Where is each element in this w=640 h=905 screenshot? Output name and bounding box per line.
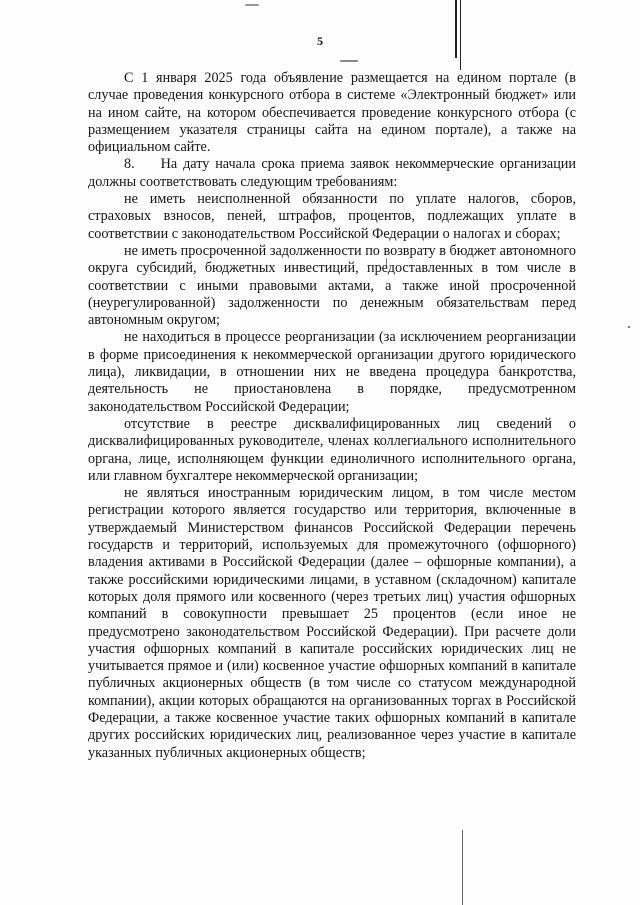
- scan-artifact-speck: [245, 4, 259, 6]
- numbered-paragraph: [88, 156, 576, 191]
- page-number: 5: [317, 34, 323, 48]
- paragraph-text: На дату начала срока приема заявок некоммерческие организации должны соответствовать следующим требованиям:: [88, 156, 576, 190]
- scan-artifact-speck: [628, 326, 630, 328]
- requirement-item: не иметь просроченной задолженности по возврату в бюджет автономного округа субсидий, бюджетных инвестиций, предоставленных в том числе в соответствии с иными правовыми актами, а также иной просроченной (неурегулированной) задолженности по денежным обязательствам перед автономным округом;: [88, 242, 576, 329]
- requirement-item: не являться иностранным юридическим лицом, в том числе местом регистрации которого является государство или территория, включенные в утверждаемый Министерством финансов Российской Федерации перечень государств и территорий, используемых для промежуточного (офшорного) владения активами в Российской Федерации (далее – офшорные компании), а также российскими юридическими лицами, в уставном (складочном) капитале которых доля прямого или косвенного (через третьих лиц) участия офшорных компаний в совокупности превышает 25 процентов (если иное не предусмотрено законодательством Российской Федерации). При расчете доли участия офшорных компаний в капитале российских юридических лиц не учитывается прямое и (или) косвенное участие офшорных компаний в капитале публичных акционерных обществ (в том числе со статусом международной компании), акции которых обращаются на организованных торгах в Российской Федерации, а также косвенное участие таких офшорных компаний в капитале других российских юридических лиц, реализованное через участие в капитале указанных публичных акционерных обществ;: [88, 485, 576, 761]
- paragraph: С 1 января 2025 года объявление размещается на едином портале (в случае проведения конкурсного отбора в системе «Электронный бюджет» или на ином сайте, на котором обеспечивается проведение конкурсного отбора (с размещением указателя страницы сайта на едином портале), а также на официальном сайте.: [88, 70, 576, 156]
- requirement-item: не находиться в процессе реорганизации (за исключением реорганизации в форме присоединения к некоммерческой организации другого юридического лица), ликвидации, в отношении них не введена процедура банкротства, деятельность не приостановлена в порядке, предусмотренном законодательством Российской Федерации;: [88, 329, 576, 415]
- requirement-item: отсутствие в реестре дисквалифицированных лиц сведений о дисквалифицированных руководителе, членах коллегиального исполнительного органа, лице, исполняющем функции единоличного исполнительного органа, или главном бухгалтере некоммерческой организации;: [88, 415, 576, 484]
- requirement-item: не иметь неисполненной обязанности по уплате налогов, сборов, страховых взносов, пеней, штрафов, процентов, подлежащих уплате в соответствии с законодательством Российской Федерации о налогах и сборах;: [88, 191, 576, 242]
- scan-artifact-speck: [340, 60, 358, 62]
- scan-artifact-line: [462, 830, 463, 905]
- document-body: [88, 70, 576, 762]
- paragraph-number: 8.: [124, 156, 135, 173]
- scan-artifact-line: [455, 0, 457, 58]
